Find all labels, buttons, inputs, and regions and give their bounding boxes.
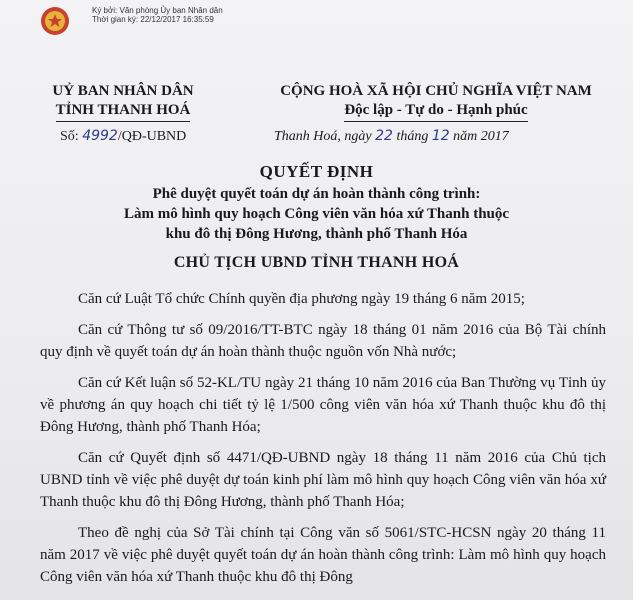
document-date: Thanh Hoá, ngày 22 tháng 12 năm 2017 bbox=[274, 128, 509, 144]
signature-signer: Ký bởi: Văn phòng Ủy ban Nhân dân bbox=[92, 6, 223, 15]
decision-subtitle bbox=[0, 184, 633, 244]
country-name: CỘNG HOÀ XÃ HỘI CHỦ NGHĨA VIỆT NAM bbox=[280, 83, 592, 99]
paragraph-1: Căn cứ Luật Tổ chức Chính quyền địa phương ngày 19 tháng 6 năm 2015; bbox=[78, 291, 525, 307]
digital-signature-block bbox=[92, 6, 223, 24]
subtitle-line-3: khu đô thị Đông Hương, thành phố Thanh Hóa bbox=[165, 226, 468, 242]
decision-title: QUYẾT ĐỊNH bbox=[259, 162, 374, 181]
national-emblem-icon bbox=[40, 6, 70, 36]
handwritten-month: 12 bbox=[431, 128, 450, 144]
paragraph-2: Căn cứ Thông tư số 09/2016/TT-BTC ngày 18 tháng 01 năm 2016 của Bộ Tài chính quy định về quyết toán dự án hoàn thành thuộc nguồn vốn Nhà nước; bbox=[40, 322, 606, 360]
handwritten-day: 22 bbox=[375, 128, 393, 144]
paragraph-5: Theo đề nghị của Sở Tài chính tại Công văn số 5061/STC-HCSN ngày 20 tháng 11 năm 2017 về việc phê duyệt quyết toán dự án hoàn thành công trình: Làm mô hình quy hoạch Công viên văn hóa xứ Thanh thuộc khu đô thị Đông bbox=[40, 525, 606, 585]
handwritten-number: 4992 bbox=[82, 128, 118, 144]
national-motto-header bbox=[246, 82, 626, 122]
signature-time: Thời gian ký: 22/12/2017 16:35:59 bbox=[92, 15, 214, 24]
document-body bbox=[40, 288, 606, 597]
subtitle-line-1: Phê duyệt quyết toán dự án hoàn thành công trình: bbox=[152, 186, 481, 202]
motto: Độc lập - Tự do - Hạnh phúc bbox=[246, 101, 626, 122]
authority-heading: CHỦ TỊCH UBND TỈNH THANH HOÁ bbox=[173, 254, 460, 271]
agency-line-2: TỈNH THANH HOÁ bbox=[18, 101, 228, 122]
subtitle-line-2: Làm mô hình quy hoạch Công viên văn hóa xứ Thanh thuộc bbox=[123, 206, 510, 222]
agency-line-1: UỶ BAN NHÂN DÂN bbox=[52, 83, 194, 99]
document-number: Số: 4992/QĐ-UBND bbox=[60, 128, 187, 144]
paragraph-3: Căn cứ Kết luận số 52-KL/TU ngày 21 tháng 10 năm 2016 của Ban Thường vụ Tỉnh ủy về phương án quy hoạch chi tiết tỷ lệ 1/500 công viên văn hóa xứ Thanh thuộc khu đô thị Đông Hương, thành phố Thanh Hóa; bbox=[40, 375, 606, 435]
issuing-agency-header bbox=[18, 82, 228, 122]
paragraph-4: Căn cứ Quyết định số 4471/QĐ-UBND ngày 18 tháng 11 năm 2016 của Chủ tịch UBND tỉnh về việc phê duyệt dự toán kinh phí làm mô hình quy hoạch Công viên văn hóa xứ Thanh thuộc khu đô thị Đông Hương, thành phố Thanh Hóa; bbox=[40, 450, 606, 510]
